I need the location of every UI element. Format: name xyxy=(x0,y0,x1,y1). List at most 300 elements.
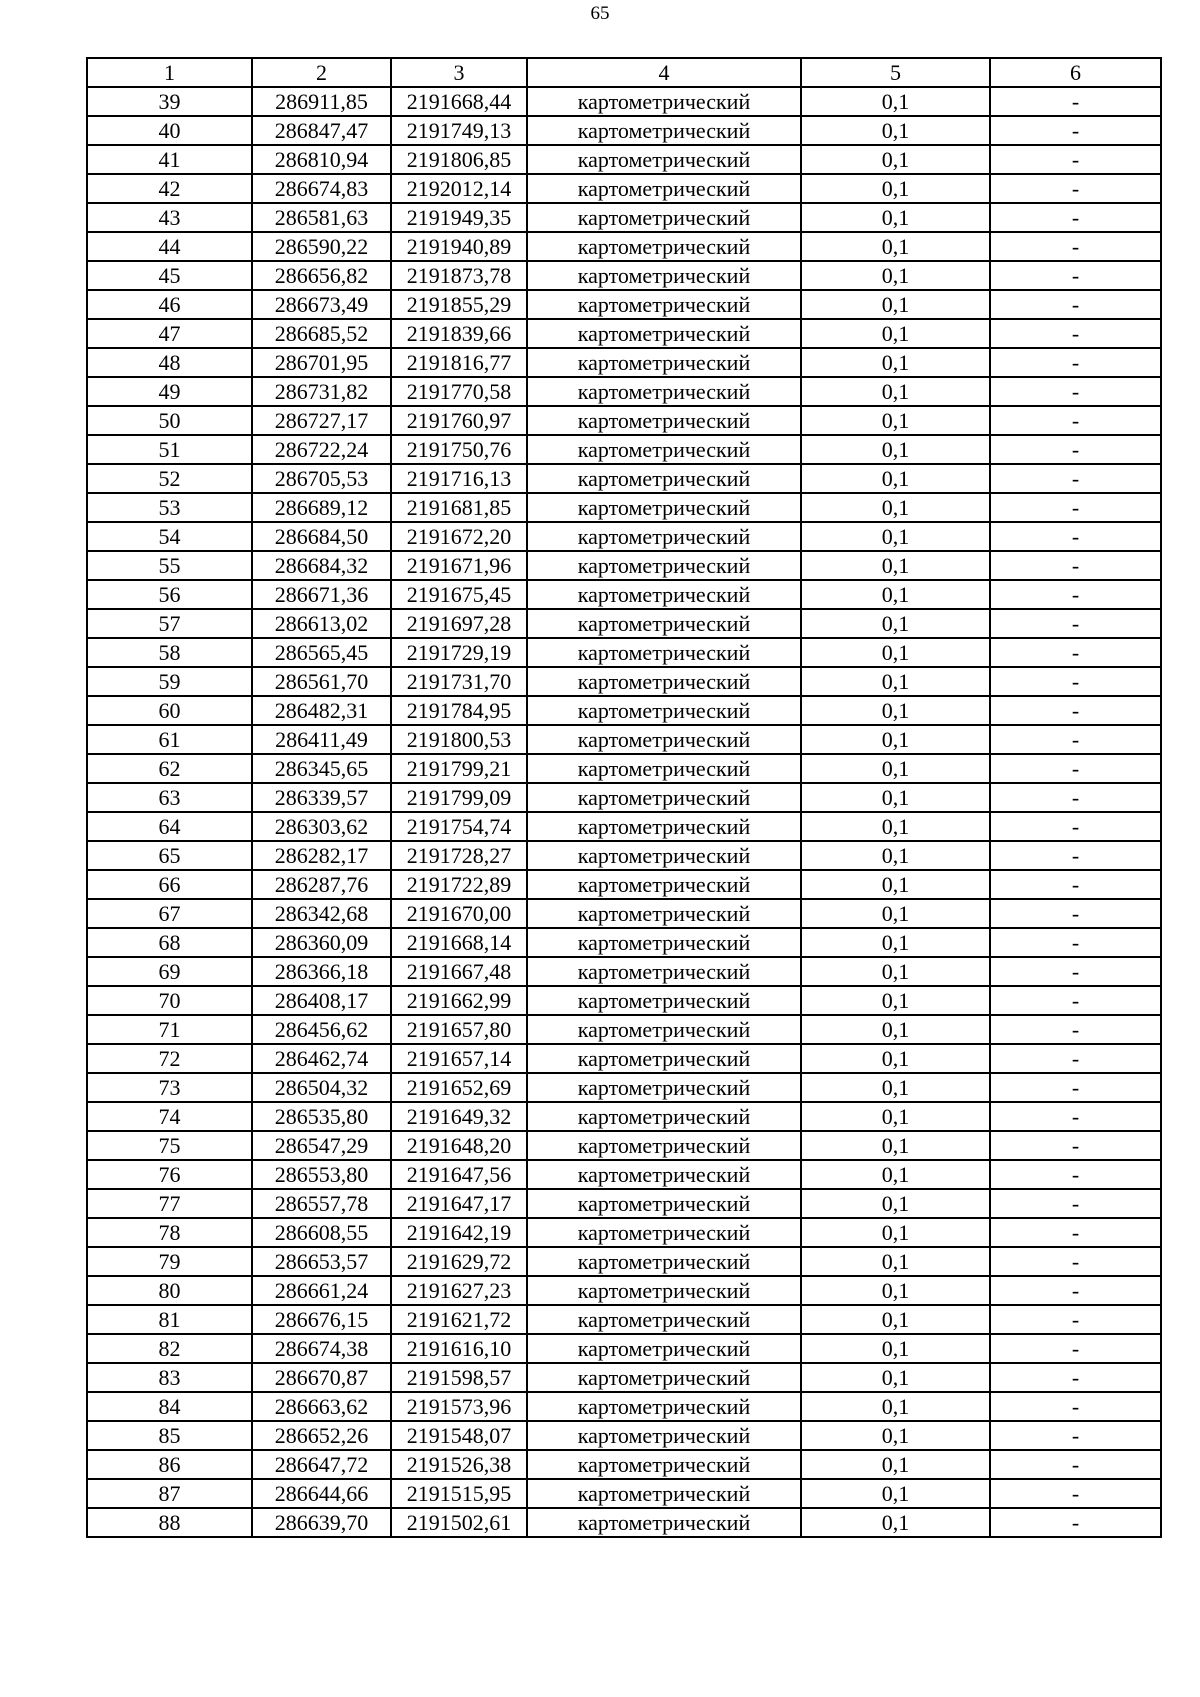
y-coordinate-cell: 2191629,72 xyxy=(391,1247,527,1276)
y-coordinate-cell: 2191502,61 xyxy=(391,1508,527,1537)
accuracy-cell: 0,1 xyxy=(801,319,990,348)
method-cell: картометрический xyxy=(527,493,801,522)
x-coordinate-cell: 286722,24 xyxy=(252,435,391,464)
point-number-cell: 53 xyxy=(87,493,252,522)
table-row xyxy=(87,116,1161,145)
table-row xyxy=(87,1218,1161,1247)
method-cell: картометрический xyxy=(527,1450,801,1479)
table-row xyxy=(87,870,1161,899)
note-cell: - xyxy=(990,87,1161,116)
method-cell: картометрический xyxy=(527,928,801,957)
note-cell: - xyxy=(990,1479,1161,1508)
point-number-cell: 86 xyxy=(87,1450,252,1479)
y-coordinate-cell: 2191667,48 xyxy=(391,957,527,986)
point-number-cell: 68 xyxy=(87,928,252,957)
y-coordinate-cell: 2191806,85 xyxy=(391,145,527,174)
point-number-cell: 75 xyxy=(87,1131,252,1160)
y-coordinate-cell: 2191657,14 xyxy=(391,1044,527,1073)
x-coordinate-cell: 286847,47 xyxy=(252,116,391,145)
accuracy-cell: 0,1 xyxy=(801,957,990,986)
accuracy-cell: 0,1 xyxy=(801,1508,990,1537)
y-coordinate-cell: 2191722,89 xyxy=(391,870,527,899)
method-cell: картометрический xyxy=(527,319,801,348)
method-cell: картометрический xyxy=(527,261,801,290)
x-coordinate-cell: 286644,66 xyxy=(252,1479,391,1508)
x-coordinate-cell: 286613,02 xyxy=(252,609,391,638)
note-cell: - xyxy=(990,609,1161,638)
x-coordinate-cell: 286656,82 xyxy=(252,261,391,290)
method-cell: картометрический xyxy=(527,957,801,986)
point-number-cell: 76 xyxy=(87,1160,252,1189)
note-cell: - xyxy=(990,580,1161,609)
method-cell: картометрический xyxy=(527,1044,801,1073)
column-header-1: 1 xyxy=(87,58,252,87)
y-coordinate-cell: 2191649,32 xyxy=(391,1102,527,1131)
table-row xyxy=(87,551,1161,580)
x-coordinate-cell: 286411,49 xyxy=(252,725,391,754)
accuracy-cell: 0,1 xyxy=(801,580,990,609)
note-cell: - xyxy=(990,116,1161,145)
table-row xyxy=(87,1508,1161,1537)
point-number-cell: 71 xyxy=(87,1015,252,1044)
y-coordinate-cell: 2191749,13 xyxy=(391,116,527,145)
table-row xyxy=(87,232,1161,261)
table-row xyxy=(87,783,1161,812)
method-cell: картометрический xyxy=(527,435,801,464)
x-coordinate-cell: 286676,15 xyxy=(252,1305,391,1334)
accuracy-cell: 0,1 xyxy=(801,1334,990,1363)
point-number-cell: 83 xyxy=(87,1363,252,1392)
note-cell: - xyxy=(990,928,1161,957)
x-coordinate-cell: 286342,68 xyxy=(252,899,391,928)
table-row xyxy=(87,522,1161,551)
y-coordinate-cell: 2191949,35 xyxy=(391,203,527,232)
x-coordinate-cell: 286727,17 xyxy=(252,406,391,435)
table-row xyxy=(87,638,1161,667)
y-coordinate-cell: 2191647,17 xyxy=(391,1189,527,1218)
method-cell: картометрический xyxy=(527,290,801,319)
method-cell: картометрический xyxy=(527,1131,801,1160)
x-coordinate-cell: 286684,50 xyxy=(252,522,391,551)
method-cell: картометрический xyxy=(527,609,801,638)
note-cell: - xyxy=(990,667,1161,696)
accuracy-cell: 0,1 xyxy=(801,493,990,522)
x-coordinate-cell: 286456,62 xyxy=(252,1015,391,1044)
note-cell: - xyxy=(990,1392,1161,1421)
table-row xyxy=(87,1102,1161,1131)
method-cell: картометрический xyxy=(527,1392,801,1421)
method-cell: картометрический xyxy=(527,406,801,435)
method-cell: картометрический xyxy=(527,1479,801,1508)
table-row xyxy=(87,1189,1161,1218)
method-cell: картометрический xyxy=(527,1073,801,1102)
method-cell: картометрический xyxy=(527,1305,801,1334)
accuracy-cell: 0,1 xyxy=(801,783,990,812)
x-coordinate-cell: 286535,80 xyxy=(252,1102,391,1131)
method-cell: картометрический xyxy=(527,1508,801,1537)
method-cell: картометрический xyxy=(527,870,801,899)
table-row xyxy=(87,464,1161,493)
y-coordinate-cell: 2191940,89 xyxy=(391,232,527,261)
y-coordinate-cell: 2191616,10 xyxy=(391,1334,527,1363)
y-coordinate-cell: 2191627,23 xyxy=(391,1276,527,1305)
y-coordinate-cell: 2191647,56 xyxy=(391,1160,527,1189)
method-cell: картометрический xyxy=(527,1247,801,1276)
note-cell: - xyxy=(990,986,1161,1015)
point-number-cell: 55 xyxy=(87,551,252,580)
accuracy-cell: 0,1 xyxy=(801,696,990,725)
table-row xyxy=(87,957,1161,986)
method-cell: картометрический xyxy=(527,783,801,812)
y-coordinate-cell: 2191728,27 xyxy=(391,841,527,870)
y-coordinate-cell: 2191770,58 xyxy=(391,377,527,406)
method-cell: картометрический xyxy=(527,696,801,725)
method-cell: картометрический xyxy=(527,899,801,928)
note-cell: - xyxy=(990,464,1161,493)
table-row xyxy=(87,812,1161,841)
method-cell: картометрический xyxy=(527,1276,801,1305)
method-cell: картометрический xyxy=(527,1363,801,1392)
point-number-cell: 45 xyxy=(87,261,252,290)
x-coordinate-cell: 286685,52 xyxy=(252,319,391,348)
table-row xyxy=(87,1131,1161,1160)
method-cell: картометрический xyxy=(527,203,801,232)
x-coordinate-cell: 286701,95 xyxy=(252,348,391,377)
x-coordinate-cell: 286639,70 xyxy=(252,1508,391,1537)
y-coordinate-cell: 2191662,99 xyxy=(391,986,527,1015)
y-coordinate-cell: 2191799,21 xyxy=(391,754,527,783)
y-coordinate-cell: 2191716,13 xyxy=(391,464,527,493)
method-cell: картометрический xyxy=(527,1102,801,1131)
x-coordinate-cell: 286561,70 xyxy=(252,667,391,696)
point-number-cell: 48 xyxy=(87,348,252,377)
y-coordinate-cell: 2191652,69 xyxy=(391,1073,527,1102)
accuracy-cell: 0,1 xyxy=(801,203,990,232)
table-row xyxy=(87,174,1161,203)
x-coordinate-cell: 286581,63 xyxy=(252,203,391,232)
column-header-2: 2 xyxy=(252,58,391,87)
y-coordinate-cell: 2191573,96 xyxy=(391,1392,527,1421)
note-cell: - xyxy=(990,899,1161,928)
x-coordinate-cell: 286287,76 xyxy=(252,870,391,899)
note-cell: - xyxy=(990,1160,1161,1189)
table-row xyxy=(87,377,1161,406)
note-cell: - xyxy=(990,406,1161,435)
method-cell: картометрический xyxy=(527,667,801,696)
x-coordinate-cell: 286590,22 xyxy=(252,232,391,261)
y-coordinate-cell: 2191648,20 xyxy=(391,1131,527,1160)
accuracy-cell: 0,1 xyxy=(801,261,990,290)
method-cell: картометрический xyxy=(527,174,801,203)
accuracy-cell: 0,1 xyxy=(801,1218,990,1247)
point-number-cell: 50 xyxy=(87,406,252,435)
method-cell: картометрический xyxy=(527,464,801,493)
point-number-cell: 46 xyxy=(87,290,252,319)
point-number-cell: 64 xyxy=(87,812,252,841)
note-cell: - xyxy=(990,377,1161,406)
point-number-cell: 56 xyxy=(87,580,252,609)
note-cell: - xyxy=(990,319,1161,348)
table-row xyxy=(87,899,1161,928)
point-number-cell: 87 xyxy=(87,1479,252,1508)
accuracy-cell: 0,1 xyxy=(801,1450,990,1479)
accuracy-cell: 0,1 xyxy=(801,899,990,928)
note-cell: - xyxy=(990,783,1161,812)
x-coordinate-cell: 286652,26 xyxy=(252,1421,391,1450)
table-row xyxy=(87,87,1161,116)
method-cell: картометрический xyxy=(527,1421,801,1450)
column-header-6: 6 xyxy=(990,58,1161,87)
point-number-cell: 59 xyxy=(87,667,252,696)
page-number: 65 xyxy=(590,3,610,24)
method-cell: картометрический xyxy=(527,1015,801,1044)
table-row xyxy=(87,841,1161,870)
note-cell: - xyxy=(990,522,1161,551)
accuracy-cell: 0,1 xyxy=(801,87,990,116)
y-coordinate-cell: 2191800,53 xyxy=(391,725,527,754)
method-cell: картометрический xyxy=(527,1189,801,1218)
note-cell: - xyxy=(990,1131,1161,1160)
x-coordinate-cell: 286345,65 xyxy=(252,754,391,783)
table-row xyxy=(87,1334,1161,1363)
note-cell: - xyxy=(990,957,1161,986)
x-coordinate-cell: 286462,74 xyxy=(252,1044,391,1073)
point-number-cell: 49 xyxy=(87,377,252,406)
accuracy-cell: 0,1 xyxy=(801,174,990,203)
table-row xyxy=(87,290,1161,319)
note-cell: - xyxy=(990,754,1161,783)
table-row xyxy=(87,1044,1161,1073)
table-row xyxy=(87,261,1161,290)
method-cell: картометрический xyxy=(527,725,801,754)
accuracy-cell: 0,1 xyxy=(801,1247,990,1276)
note-cell: - xyxy=(990,638,1161,667)
method-cell: картометрический xyxy=(527,841,801,870)
note-cell: - xyxy=(990,493,1161,522)
note-cell: - xyxy=(990,435,1161,464)
point-number-cell: 69 xyxy=(87,957,252,986)
point-number-cell: 72 xyxy=(87,1044,252,1073)
x-coordinate-cell: 286731,82 xyxy=(252,377,391,406)
table-row xyxy=(87,580,1161,609)
note-cell: - xyxy=(990,1247,1161,1276)
point-number-cell: 82 xyxy=(87,1334,252,1363)
point-number-cell: 66 xyxy=(87,870,252,899)
y-coordinate-cell: 2191598,57 xyxy=(391,1363,527,1392)
column-header-5: 5 xyxy=(801,58,990,87)
x-coordinate-cell: 286557,78 xyxy=(252,1189,391,1218)
method-cell: картометрический xyxy=(527,1160,801,1189)
method-cell: картометрический xyxy=(527,522,801,551)
table-row xyxy=(87,1450,1161,1479)
note-cell: - xyxy=(990,870,1161,899)
point-number-cell: 80 xyxy=(87,1276,252,1305)
point-number-cell: 84 xyxy=(87,1392,252,1421)
note-cell: - xyxy=(990,174,1161,203)
accuracy-cell: 0,1 xyxy=(801,1392,990,1421)
x-coordinate-cell: 286671,36 xyxy=(252,580,391,609)
point-number-cell: 47 xyxy=(87,319,252,348)
table-body xyxy=(87,87,1161,1537)
x-coordinate-cell: 286303,62 xyxy=(252,812,391,841)
table-row xyxy=(87,145,1161,174)
note-cell: - xyxy=(990,1218,1161,1247)
y-coordinate-cell: 2191671,96 xyxy=(391,551,527,580)
point-number-cell: 62 xyxy=(87,754,252,783)
note-cell: - xyxy=(990,1044,1161,1073)
y-coordinate-cell: 2191799,09 xyxy=(391,783,527,812)
table-row xyxy=(87,1421,1161,1450)
note-cell: - xyxy=(990,812,1161,841)
point-number-cell: 73 xyxy=(87,1073,252,1102)
note-cell: - xyxy=(990,1276,1161,1305)
table-row xyxy=(87,725,1161,754)
y-coordinate-cell: 2191729,19 xyxy=(391,638,527,667)
accuracy-cell: 0,1 xyxy=(801,1131,990,1160)
y-coordinate-cell: 2191548,07 xyxy=(391,1421,527,1450)
accuracy-cell: 0,1 xyxy=(801,667,990,696)
accuracy-cell: 0,1 xyxy=(801,348,990,377)
note-cell: - xyxy=(990,551,1161,580)
method-cell: картометрический xyxy=(527,580,801,609)
point-number-cell: 54 xyxy=(87,522,252,551)
point-number-cell: 65 xyxy=(87,841,252,870)
y-coordinate-cell: 2191675,45 xyxy=(391,580,527,609)
accuracy-cell: 0,1 xyxy=(801,435,990,464)
accuracy-cell: 0,1 xyxy=(801,638,990,667)
method-cell: картометрический xyxy=(527,986,801,1015)
x-coordinate-cell: 286282,17 xyxy=(252,841,391,870)
accuracy-cell: 0,1 xyxy=(801,870,990,899)
point-number-cell: 51 xyxy=(87,435,252,464)
point-number-cell: 88 xyxy=(87,1508,252,1537)
table-row xyxy=(87,928,1161,957)
note-cell: - xyxy=(990,203,1161,232)
note-cell: - xyxy=(990,1363,1161,1392)
accuracy-cell: 0,1 xyxy=(801,377,990,406)
table-row xyxy=(87,986,1161,1015)
note-cell: - xyxy=(990,1508,1161,1537)
accuracy-cell: 0,1 xyxy=(801,551,990,580)
x-coordinate-cell: 286689,12 xyxy=(252,493,391,522)
accuracy-cell: 0,1 xyxy=(801,1479,990,1508)
accuracy-cell: 0,1 xyxy=(801,1044,990,1073)
point-number-cell: 39 xyxy=(87,87,252,116)
note-cell: - xyxy=(990,1305,1161,1334)
table-row xyxy=(87,667,1161,696)
method-cell: картометрический xyxy=(527,145,801,174)
note-cell: - xyxy=(990,1189,1161,1218)
accuracy-cell: 0,1 xyxy=(801,116,990,145)
table-row xyxy=(87,203,1161,232)
table-header xyxy=(87,58,1161,87)
x-coordinate-cell: 286705,53 xyxy=(252,464,391,493)
accuracy-cell: 0,1 xyxy=(801,522,990,551)
x-coordinate-cell: 286547,29 xyxy=(252,1131,391,1160)
y-coordinate-cell: 2191760,97 xyxy=(391,406,527,435)
point-number-cell: 79 xyxy=(87,1247,252,1276)
point-number-cell: 74 xyxy=(87,1102,252,1131)
table-row xyxy=(87,1276,1161,1305)
y-coordinate-cell: 2191816,77 xyxy=(391,348,527,377)
point-number-cell: 52 xyxy=(87,464,252,493)
column-header-3: 3 xyxy=(391,58,527,87)
table-row xyxy=(87,493,1161,522)
table-row xyxy=(87,609,1161,638)
x-coordinate-cell: 286408,17 xyxy=(252,986,391,1015)
accuracy-cell: 0,1 xyxy=(801,1363,990,1392)
accuracy-cell: 0,1 xyxy=(801,1276,990,1305)
y-coordinate-cell: 2191873,78 xyxy=(391,261,527,290)
accuracy-cell: 0,1 xyxy=(801,1102,990,1131)
note-cell: - xyxy=(990,348,1161,377)
table-row xyxy=(87,1479,1161,1508)
note-cell: - xyxy=(990,1334,1161,1363)
y-coordinate-cell: 2191526,38 xyxy=(391,1450,527,1479)
note-cell: - xyxy=(990,145,1161,174)
table-row xyxy=(87,1073,1161,1102)
table-row xyxy=(87,1363,1161,1392)
y-coordinate-cell: 2192012,14 xyxy=(391,174,527,203)
accuracy-cell: 0,1 xyxy=(801,290,990,319)
point-number-cell: 58 xyxy=(87,638,252,667)
accuracy-cell: 0,1 xyxy=(801,145,990,174)
x-coordinate-cell: 286565,45 xyxy=(252,638,391,667)
header-row xyxy=(87,58,1161,87)
coordinates-table xyxy=(86,57,1162,1538)
y-coordinate-cell: 2191855,29 xyxy=(391,290,527,319)
y-coordinate-cell: 2191681,85 xyxy=(391,493,527,522)
y-coordinate-cell: 2191642,19 xyxy=(391,1218,527,1247)
point-number-cell: 57 xyxy=(87,609,252,638)
y-coordinate-cell: 2191697,28 xyxy=(391,609,527,638)
x-coordinate-cell: 286647,72 xyxy=(252,1450,391,1479)
point-number-cell: 67 xyxy=(87,899,252,928)
point-number-cell: 43 xyxy=(87,203,252,232)
note-cell: - xyxy=(990,1421,1161,1450)
y-coordinate-cell: 2191670,00 xyxy=(391,899,527,928)
column-header-4: 4 xyxy=(527,58,801,87)
table-row xyxy=(87,696,1161,725)
x-coordinate-cell: 286684,32 xyxy=(252,551,391,580)
accuracy-cell: 0,1 xyxy=(801,841,990,870)
accuracy-cell: 0,1 xyxy=(801,406,990,435)
x-coordinate-cell: 286339,57 xyxy=(252,783,391,812)
table-row xyxy=(87,754,1161,783)
y-coordinate-cell: 2191515,95 xyxy=(391,1479,527,1508)
table-row xyxy=(87,1160,1161,1189)
note-cell: - xyxy=(990,261,1161,290)
point-number-cell: 44 xyxy=(87,232,252,261)
x-coordinate-cell: 286674,83 xyxy=(252,174,391,203)
x-coordinate-cell: 286810,94 xyxy=(252,145,391,174)
x-coordinate-cell: 286674,38 xyxy=(252,1334,391,1363)
accuracy-cell: 0,1 xyxy=(801,928,990,957)
y-coordinate-cell: 2191754,74 xyxy=(391,812,527,841)
y-coordinate-cell: 2191672,20 xyxy=(391,522,527,551)
y-coordinate-cell: 2191668,44 xyxy=(391,87,527,116)
point-number-cell: 63 xyxy=(87,783,252,812)
note-cell: - xyxy=(990,1015,1161,1044)
note-cell: - xyxy=(990,1102,1161,1131)
x-coordinate-cell: 286653,57 xyxy=(252,1247,391,1276)
table-row xyxy=(87,1015,1161,1044)
y-coordinate-cell: 2191731,70 xyxy=(391,667,527,696)
table-row xyxy=(87,435,1161,464)
accuracy-cell: 0,1 xyxy=(801,1189,990,1218)
x-coordinate-cell: 286911,85 xyxy=(252,87,391,116)
x-coordinate-cell: 286663,62 xyxy=(252,1392,391,1421)
